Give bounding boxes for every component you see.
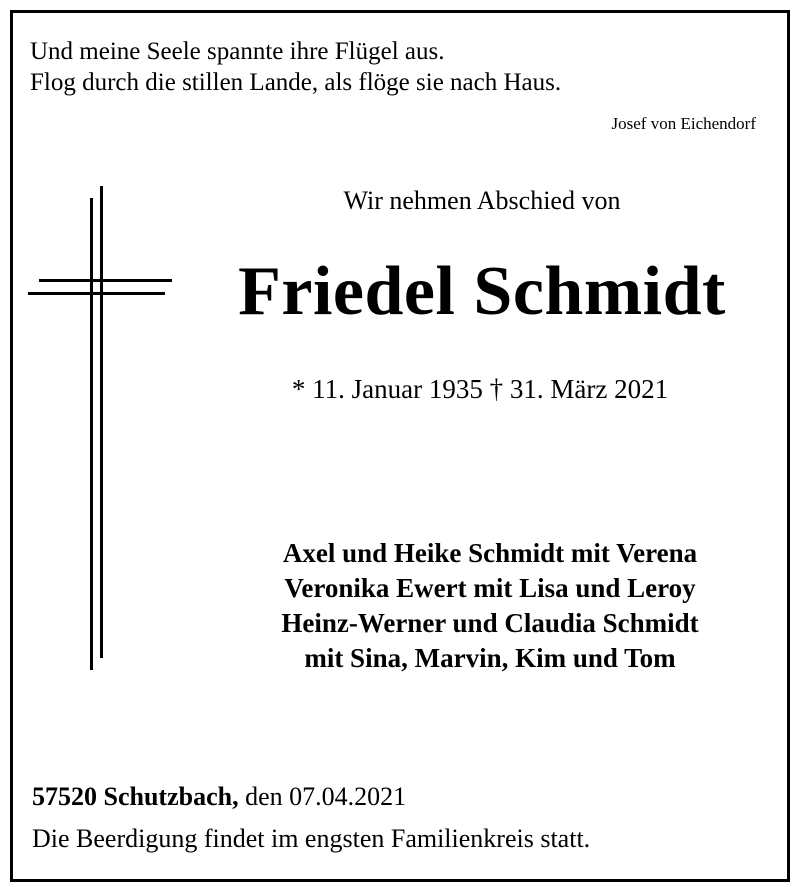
mourners-list	[230, 536, 750, 676]
cross-vertical-bar	[100, 186, 103, 658]
mourner-line: Axel und Heike Schmidt mit Verena	[282, 538, 698, 568]
poem	[30, 36, 561, 98]
notice-date: den 07.04.2021	[238, 782, 407, 811]
mourner-line: Veronika Ewert mit Lisa und Leroy	[284, 573, 696, 603]
cross-horizontal-bar	[28, 292, 165, 295]
deceased-name: Friedel Schmidt	[238, 253, 726, 330]
funeral-note: Die Beerdigung findet im engsten Familienkreis statt.	[32, 824, 591, 853]
cross-vertical-bar	[90, 198, 93, 670]
poem-line: Flog durch die stillen Lande, als flöge sie nach Haus.	[30, 69, 562, 96]
notice-border	[10, 10, 790, 882]
poem-author: Josef von Eichendorf	[611, 114, 756, 133]
poem-line: Und meine Seele spannte ihre Flügel aus.	[30, 38, 445, 65]
life-dates: * 11. Januar 1935 † 31. März 2021	[291, 374, 669, 404]
place: 57520 Schutzbach,	[32, 782, 239, 811]
mourner-line: Heinz-Werner und Claudia Schmidt	[281, 608, 699, 638]
cross-horizontal-bar	[39, 279, 172, 282]
place-date-line	[32, 782, 406, 812]
mourner-line: mit Sina, Marvin, Kim und Tom	[304, 643, 676, 673]
intro-text: Wir nehmen Abschied von	[343, 186, 621, 215]
